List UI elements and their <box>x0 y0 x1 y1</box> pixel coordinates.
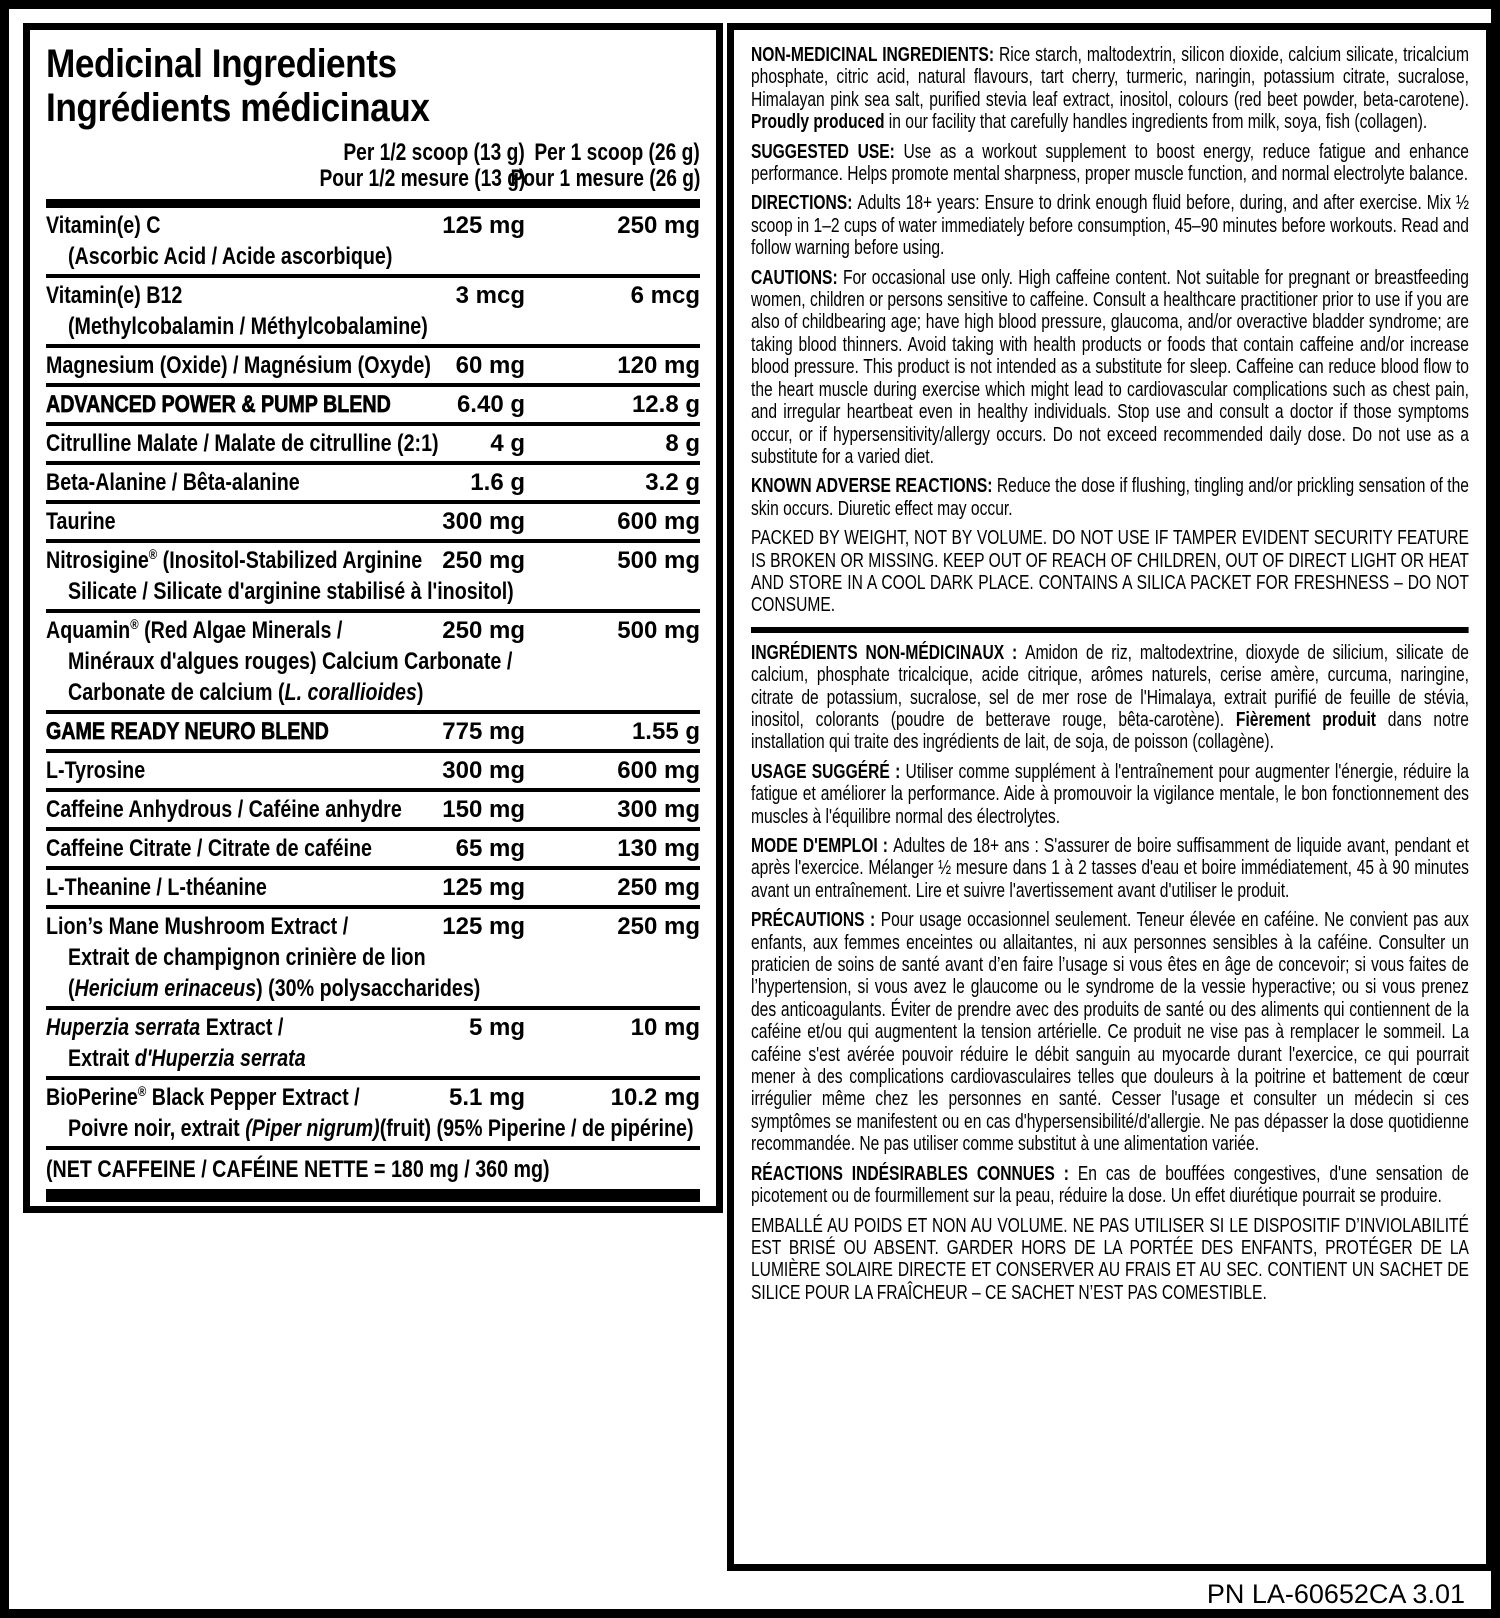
amount-per-half-scoop: 5 mg <box>468 1014 525 1041</box>
english-paragraph: PACKED BY WEIGHT, NOT BY VOLUME. DO NOT USE IF TAMPER EVIDENT SECURITY FEATURE IS BROKEN OR MISSING. KEEP OUT OF REACH OF CHILDREN, OUT OF DIRECT LIGHT OR HEAT AND STORE IN A COOL DARK PLACE. CONTAINS A SILICA PACKET FOR FRESHNESS – DO NOT CONSUME. <box>751 527 1469 617</box>
amount-per-half-scoop: 300 mg <box>442 508 525 535</box>
ingredient-name-line: Extrait de champignon crinière de lion <box>68 944 426 971</box>
ingredient-name-line: Magnesium (Oxide) / Magnésium (Oxyde) <box>46 352 431 379</box>
section-heading: CAUTIONS: <box>751 266 843 289</box>
amount-per-scoop: 300 mg <box>617 796 700 823</box>
ingredient-name-line: BioPerine® Black Pepper Extract / <box>46 1083 360 1111</box>
amount-per-scoop: 500 mg <box>617 547 700 574</box>
ingredient-name-line: Beta-Alanine / Bêta-alanine <box>46 469 300 496</box>
amount-per-scoop: 500 mg <box>617 617 700 644</box>
ingredient-name-line: Vitamin(e) C <box>46 212 161 239</box>
amount-per-scoop: 6 mcg <box>630 282 700 309</box>
english-paragraph: KNOWN ADVERSE REACTIONS: Reduce the dose if flushing, tingling and/or prickling sensation of the skin occurs. Diuretic effect may occur. <box>751 475 1469 520</box>
ingredient-row <box>46 422 700 461</box>
blend-header-row <box>46 710 700 749</box>
amount-per-scoop: 130 mg <box>617 835 700 862</box>
ingredient-name-line: Huperzia serrata Extract / <box>46 1014 284 1041</box>
english-paragraph: NON-MEDICINAL INGREDIENTS: Rice starch, maltodextrin, silicon dioxide, calcium silicate, tricalcium phosphate, citric acid, natural flavours, tart cherry, turmeric, naringin, potassium citrate, sucralose, Himalayan pink sea salt, purified stevia leaf extract, inositol, colours (red beet powder, beta-carotene). Proudly produced in our facility that carefully handles ingredients from milk, soya, fish (collagen). <box>751 44 1469 134</box>
ingredient-row <box>46 208 700 274</box>
section-heading: USAGE SUGGÉRÉ : <box>751 760 906 783</box>
medicinal-ingredients-panel <box>23 23 723 1213</box>
english-paragraph: CAUTIONS: For occasional use only. High caffeine content. Not suitable for pregnant or breastfeeding women, children or persons sensitive to caffeine. Consult a healthcare practitioner prior to use if you are also of childbearing age; have high blood pressure, glaucoma, and/or overactive bladder syndrome; are taking blood thinners. Avoid taking with health products or foods that contain caffeine and/or increase blood pressure. This product is not intended as a substitute for sleep. Caffeine can reduce blood flow to the heart muscle during exercise which might lead to cardiovascular complications such as chest pain, and irregular heartbeat even in healthy individuals. Stop use and consult a doctor if those symptoms occur, or if hypersensitivity/allergy occurs. Do not exceed recommended daily dose. Do not use as a substitute for a varied diet. <box>751 266 1469 468</box>
section-heading: NON-MEDICINAL INGREDIENTS: <box>751 44 999 66</box>
english-paragraph: SUGGESTED USE: Use as a workout supplement to boost energy, reduce fatigue and enhance performance. Helps promote mental sharpness, proper muscle function, and normal electrolyte balance. <box>751 140 1469 186</box>
ingredient-name-line: Citrulline Malate / Malate de citrulline (2:1) <box>46 430 439 457</box>
ingredient-name-line: Minéraux d'algues rouges) Calcium Carbonate / <box>68 648 513 675</box>
ingredient-row <box>46 609 700 710</box>
amount-per-half-scoop: 125 mg <box>442 913 525 940</box>
amount-per-scoop: 250 mg <box>617 913 700 940</box>
amount-per-half-scoop: 125 mg <box>442 874 525 901</box>
section-heading: RÉACTIONS INDÉSIRABLES CONNUES : <box>751 1162 1078 1185</box>
ingredient-name-line: Aquamin® (Red Algae Minerals / <box>46 616 343 644</box>
amount-per-half-scoop: 125 mg <box>442 212 525 239</box>
ingredient-row <box>46 1146 700 1189</box>
ingredient-row <box>46 539 700 609</box>
ingredient-name-line: Extrait d'Huperzia serrata <box>68 1045 306 1072</box>
amount-per-scoop: 8 g <box>665 430 700 457</box>
table-top-rule <box>46 199 700 208</box>
blend-header-row <box>46 383 700 422</box>
ingredient-row <box>46 274 700 344</box>
french-paragraph: PRÉCAUTIONS : Pour usage occasionnel seulement. Teneur élevée en caféine. Ne convient pas aux enfants, aux femmes enceintes ou allaitantes, ni aux personnes sensibles à la caféine. Consulter un praticien de soins de santé avant d’en faire l’usage si vous êtes en âge de concevoir; si vous faites de l’hypertension, si vous avez le glaucome ou le syndrome de la vessie hyperactive; ou si vous prenez des anticoagulants. Éviter de prendre avec des produits de santé ou des aliments qui contiennent de la caféine et/ou qui augmentent la tension artérielle. Ce produit ne vise pas à remplacer le sommeil. La caféine s'est avérée pouvoir réduire le débit sanguin au myocarde durant l'exercice, ce qui pourrait mener à des complications cardiovasculaires telles que douleurs à la poitrine et battement de cœur irrégulier même chez les personnes en santé. Cesser l'usage et consulter un médecin si ces symptômes se manifestent ou en cas d'hypersensibilité/d'allergie. Ne pas dépasser la dose quotidienne recommandée. Ne pas utiliser comme substitut à une alimentation variée. <box>751 909 1469 1156</box>
amount-per-half-scoop: 65 mg <box>455 835 525 862</box>
ingredient-name-line: Nitrosigine® (Inositol-Stabilized Arginine <box>46 546 423 574</box>
part-number: PN LA-60652CA 3.01 <box>1206 1579 1465 1609</box>
amount-per-scoop: 10.2 mg <box>610 1084 700 1111</box>
french-paragraph: RÉACTIONS INDÉSIRABLES CONNUES : En cas de bouffées congestives, d'une sensation de picotement ou de fourmillement sur la peau, réduire la dose. Un effet diurétique pourrait se produire. <box>751 1162 1469 1208</box>
amount-per-scoop: 600 mg <box>617 508 700 535</box>
french-paragraph: INGRÉDIENTS NON-MÉDICINAUX : Amidon de riz, maltodextrine, dioxyde de silicium, silicate de calcium, phosphate tricalcique, acide citrique, arômes naturels, cerise amère, curcuma, naringine, citrate de potassium, sucralose, sel de mer rose de l'Himalaya, extrait purifié de feuille de stévia, inositol, colorants (poudre de betterave rouge, bêta-carotène). Fièrement produit dans notre installation qui traite des ingrédients de lait, de soja, de poisson (collagène). <box>751 641 1469 754</box>
french-paragraph: EMBALLÉ AU POIDS ET NON AU VOLUME. NE PAS UTILISER SI LE DISPOSITIF D’INVIOLABILITÉ EST BRISÉ OU ABSENT. GARDER HORS DE LA PORTÉE DES ENFANTS, PROTÉGER DE LA LUMIÈRE SOLAIRE DIRECTE ET CONSERVER AU FRAIS ET AU SEC. CONTIENT UN SACHET DE SILICE POUR LA FRAÎCHEUR – CE SACHET N’EST PAS COMESTIBLE. <box>751 1214 1469 1304</box>
amount-per-half-scoop: 4 g <box>490 430 525 457</box>
amount-per-half-scoop: 1.6 g <box>470 469 525 496</box>
section-heading: INGRÉDIENTS NON-MÉDICINAUX : <box>751 641 1026 664</box>
ingredient-row <box>46 827 700 866</box>
language-divider-rule <box>751 627 1469 633</box>
amount-per-scoop: 600 mg <box>617 757 700 784</box>
panel-title-en: Medicinal Ingredients <box>46 42 397 86</box>
section-heading: MODE D'EMPLOI : <box>751 835 894 857</box>
amount-per-half-scoop: 775 mg <box>442 718 525 745</box>
section-heading: PRÉCAUTIONS : <box>751 909 881 932</box>
ingredient-name-line: Poivre noir, extrait (Piper nigrum)(fruit) (95% Piperine / de pipérine) <box>68 1115 694 1142</box>
ingredient-row <box>46 1076 700 1146</box>
information-panel <box>727 23 1493 1571</box>
panel-title-fr: Ingrédients médicinaux <box>46 86 430 130</box>
amount-per-half-scoop: 250 mg <box>442 547 525 574</box>
column-header-full-scoop: Per 1 scoop (26 g) Pour 1 mesure (26 g) <box>510 139 700 192</box>
ingredient-name-line: Carbonate de calcium (L. corallioides) <box>68 679 424 706</box>
ingredient-name-line: L-Theanine / L-théanine <box>46 874 267 901</box>
ingredient-name-line: (Methylcobalamin / Méthylcobalamine) <box>68 313 428 340</box>
ingredient-name-line: ADVANCED POWER & PUMP BLEND <box>46 391 391 418</box>
ingredient-name-line: GAME READY NEURO BLEND <box>46 718 329 745</box>
amount-per-scoop: 120 mg <box>617 352 700 379</box>
ingredient-row <box>46 866 700 905</box>
english-paragraph: DIRECTIONS: Adults 18+ years: Ensure to drink enough fluid before, during, and after exercise. Mix ½ scoop in 1–2 cups of water immediately before consumption, 45–90 minutes before workouts. Read and follow warning before using. <box>751 192 1469 260</box>
amount-per-half-scoop: 60 mg <box>455 352 525 379</box>
section-heading: KNOWN ADVERSE REACTIONS: <box>751 475 997 498</box>
ingredient-row <box>46 749 700 788</box>
ingredient-name-line: (NET CAFFEINE / CAFÉINE NETTE = 180 mg / 360 mg) <box>46 1156 550 1183</box>
amount-per-half-scoop: 5.1 mg <box>448 1084 525 1111</box>
ingredient-row <box>46 461 700 500</box>
ingredient-name-line: Lion’s Mane Mushroom Extract / <box>46 913 349 940</box>
amount-per-scoop: 250 mg <box>617 212 700 239</box>
french-sections <box>751 642 1469 1304</box>
ingredient-name-line: Silicate / Silicate d'arginine stabilisé à l'inositol) <box>68 578 514 605</box>
ingredient-name-line: L-Tyrosine <box>46 757 146 784</box>
ingredient-name-line: Taurine <box>46 508 116 535</box>
ingredients-table <box>46 208 700 1189</box>
ingredient-row <box>46 500 700 539</box>
french-paragraph: MODE D'EMPLOI : Adultes de 18+ ans : S'assurer de boire suffisamment de liquide avant, pendant et après l'exercice. Mélanger ½ mesure dans 1 à 2 tasses d'eau et boire immédiatement, 45 à 90 minutes avant un entraînement. Lire et suivre l'avertissement avant d'utiliser le produit. <box>751 835 1469 902</box>
amount-per-half-scoop: 250 mg <box>442 617 525 644</box>
french-paragraph: USAGE SUGGÉRÉ : Utiliser comme supplément à l'entraînement pour augmenter l'énergie, réduire la fatigue et améliorer la performance. Aide à promouvoir la vigilance mentale, le bon fonctionnement des muscles à l'équilibre normal des électrolytes. <box>751 760 1469 828</box>
amount-per-scoop: 12.8 g <box>631 391 700 418</box>
ingredient-name-line: Caffeine Citrate / Citrate de caféine <box>46 835 372 862</box>
ingredient-row <box>46 788 700 827</box>
section-heading: DIRECTIONS: <box>751 192 858 215</box>
amount-per-half-scoop: 6.40 g <box>456 391 525 418</box>
ingredient-name-line: Vitamin(e) B12 <box>46 282 183 309</box>
column-header-half-scoop: Per 1/2 scoop (13 g) Pour 1/2 mesure (13 g) <box>319 139 525 192</box>
amount-per-scoop: 10 mg <box>630 1014 700 1041</box>
ingredient-name-line: Caffeine Anhydrous / Caféine anhydre <box>46 796 402 823</box>
table-bottom-rule <box>46 1189 700 1202</box>
ingredient-name-line: (Ascorbic Acid / Acide ascorbique) <box>68 243 393 270</box>
amount-per-half-scoop: 3 mcg <box>455 282 525 309</box>
ingredient-name-line: (Hericium erinaceus) (30% polysaccharides) <box>68 975 481 1002</box>
amount-per-scoop: 250 mg <box>617 874 700 901</box>
ingredient-row <box>46 905 700 1006</box>
ingredient-row <box>46 344 700 383</box>
amount-per-half-scoop: 150 mg <box>442 796 525 823</box>
section-heading: SUGGESTED USE: <box>751 140 904 163</box>
english-sections <box>751 44 1469 617</box>
amount-per-scoop: 3.2 g <box>645 469 700 496</box>
ingredient-row <box>46 1006 700 1076</box>
amount-per-scoop: 1.55 g <box>631 718 700 745</box>
amount-per-half-scoop: 300 mg <box>442 757 525 784</box>
panel-title <box>46 42 700 130</box>
serving-column-headers <box>46 140 700 194</box>
